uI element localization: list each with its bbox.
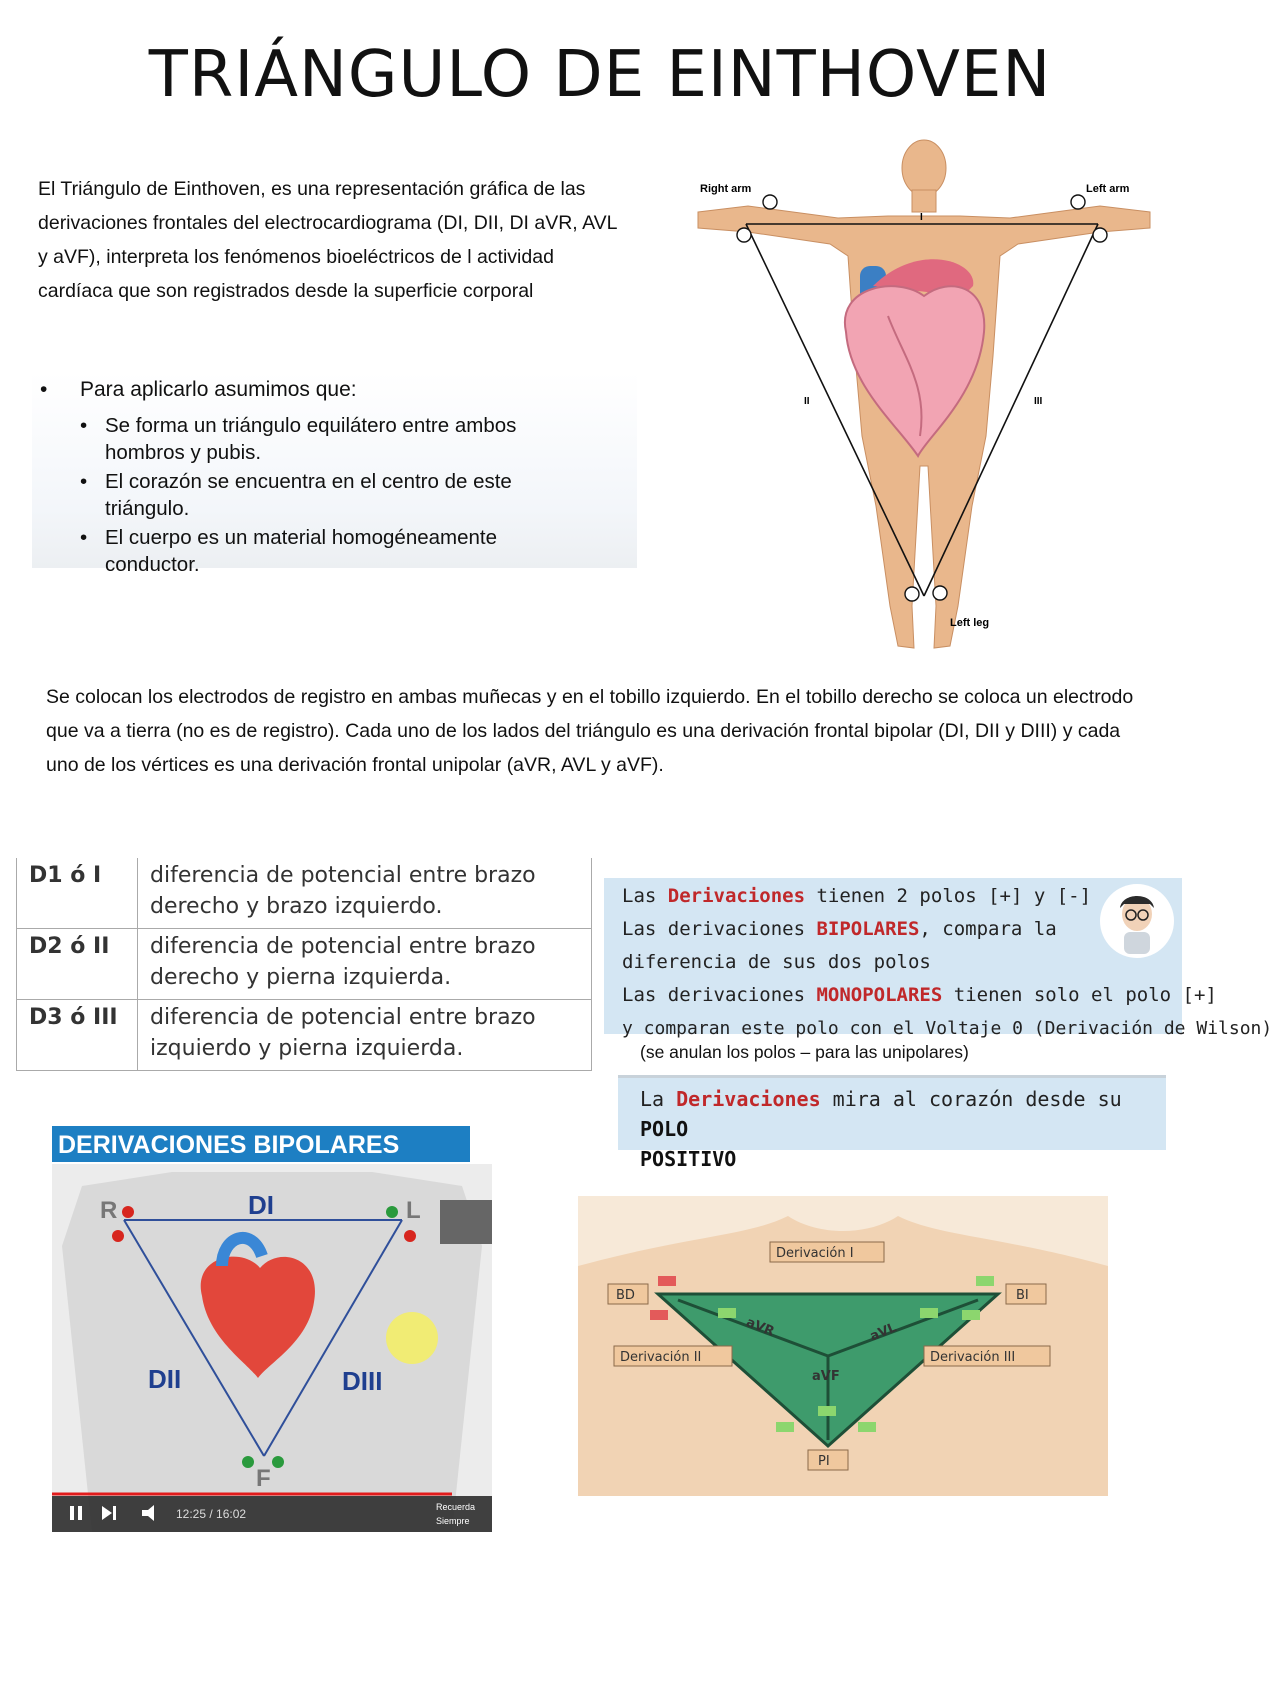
info-line: y comparan este polo con el Voltaje 0 (Derivación de Wilson): [622, 1018, 1272, 1039]
polo-text: La Derivaciones mira al corazón desde su POLO POSITIVO: [640, 1087, 1122, 1171]
unipolar-note: (se anulan los polos – para las unipolares): [640, 1042, 969, 1062]
avr-label: aVR: [743, 1315, 777, 1340]
derivation-i-label: Derivación I: [776, 1246, 854, 1261]
assumption-item: • El corazón se encuentra en el centro de este triángulo.: [80, 470, 512, 520]
assumptions-box: [32, 372, 637, 576]
pause-icon[interactable]: [70, 1506, 74, 1520]
lead-description: diferencia de potencial entre brazo derecho y pierna izquierda.: [138, 929, 592, 1000]
info-line: Las derivaciones MONOPOLARES tienen solo el polo [+]: [622, 984, 1217, 1006]
info-line: Las derivaciones BIPOLARES, compara la: [622, 918, 1057, 940]
avatar: [1100, 884, 1174, 958]
avf-label: aVF: [812, 1369, 840, 1384]
right-electrode-label: R: [100, 1197, 118, 1224]
video-controls-bar: [52, 1496, 492, 1532]
left-electrode-label: L: [406, 1197, 421, 1224]
right-arm-label: Right arm: [700, 183, 752, 195]
intro-paragraph: El Triángulo de Einthoven, es una representación gráfica de las derivaciones frontales del electrocardiograma (DI, DII, DI aVR, AVL y aVF), interpreta los fenómenos bioeléctricos de l actividad cardíaca que son registrados desde la superficie corporal: [38, 178, 617, 302]
lead-code: D2 ó II: [17, 929, 138, 1000]
left-leg-label: Left leg: [950, 617, 990, 629]
bi-label: BI: [1016, 1288, 1029, 1303]
lead-code: D1 ó I: [17, 858, 138, 929]
positive-pole-box: [618, 1075, 1166, 1171]
lead-description: diferencia de potencial entre brazo izquierdo y pierna izquierda.: [138, 1000, 592, 1071]
info-line: diferencia de sus dos polos: [622, 951, 931, 973]
info-line: Las Derivaciones tienen 2 polos [+] y [-]: [622, 885, 1092, 907]
electrode-clip: [440, 1200, 492, 1244]
page-title: TRIÁNGULO DE EINTHOVEN: [148, 38, 1052, 112]
table-row: [17, 1000, 592, 1071]
table-row: [17, 858, 592, 929]
lead-ii-label: II: [804, 396, 810, 407]
lead-i-label: I: [920, 212, 923, 223]
lead-dii-label: DII: [148, 1364, 182, 1394]
side-note-1: Recuerda: [436, 1502, 476, 1512]
bipolar-leads-video: [52, 1126, 492, 1532]
derivation-iii-label: Derivación III: [930, 1350, 1016, 1365]
foot-electrode-label: F: [256, 1465, 271, 1492]
assumption-item: • Se forma un triángulo equilátero entre ambos hombros y pubis.: [80, 414, 517, 464]
lead-diii-label: DIII: [342, 1366, 383, 1396]
bd-label: BD: [616, 1288, 635, 1303]
einthoven-body-figure: [688, 136, 1158, 656]
avl-label: aVL: [867, 1320, 899, 1345]
boy-avatar-icon: [1100, 884, 1174, 958]
bipolar-header: DERIVACIONES BIPOLARES: [58, 1131, 400, 1159]
video-time: 12:25 / 16:02: [176, 1507, 247, 1521]
electrodes-paragraph: Se colocan los electrodos de registro en ambas muñecas y en el tobillo izquierdo. En el tobillo derecho se coloca un electrodo que va a tierra (no es de registro). Cada uno de los lados del triángulo es una derivación frontal bipolar (DI, DII y DIII) y cada uno de los vértices es una derivación frontal unipolar (aVR, AVL y aVF).: [46, 686, 1134, 776]
leads-table: [16, 858, 592, 1071]
left-arm-label: Left arm: [1086, 183, 1130, 195]
assumption-item: • El cuerpo es un material homogéneamente conductor.: [80, 526, 498, 576]
lead-di-label: DI: [248, 1190, 274, 1220]
assumptions-heading: • Para aplicarlo asumimos que:: [40, 378, 357, 401]
leads-info-box: [604, 878, 1272, 1039]
table-row: [17, 929, 592, 1000]
side-note-2: Siempre: [436, 1516, 470, 1526]
derivation-ii-label: Derivación II: [620, 1350, 702, 1365]
lead-code: D3 ó III: [17, 1000, 138, 1071]
pi-label: PI: [818, 1454, 830, 1469]
lead-description: diferencia de potencial entre brazo derecho y brazo izquierdo.: [138, 858, 592, 929]
derivations-chest-diagram: [578, 1196, 1108, 1496]
lead-iii-label: III: [1034, 396, 1043, 407]
